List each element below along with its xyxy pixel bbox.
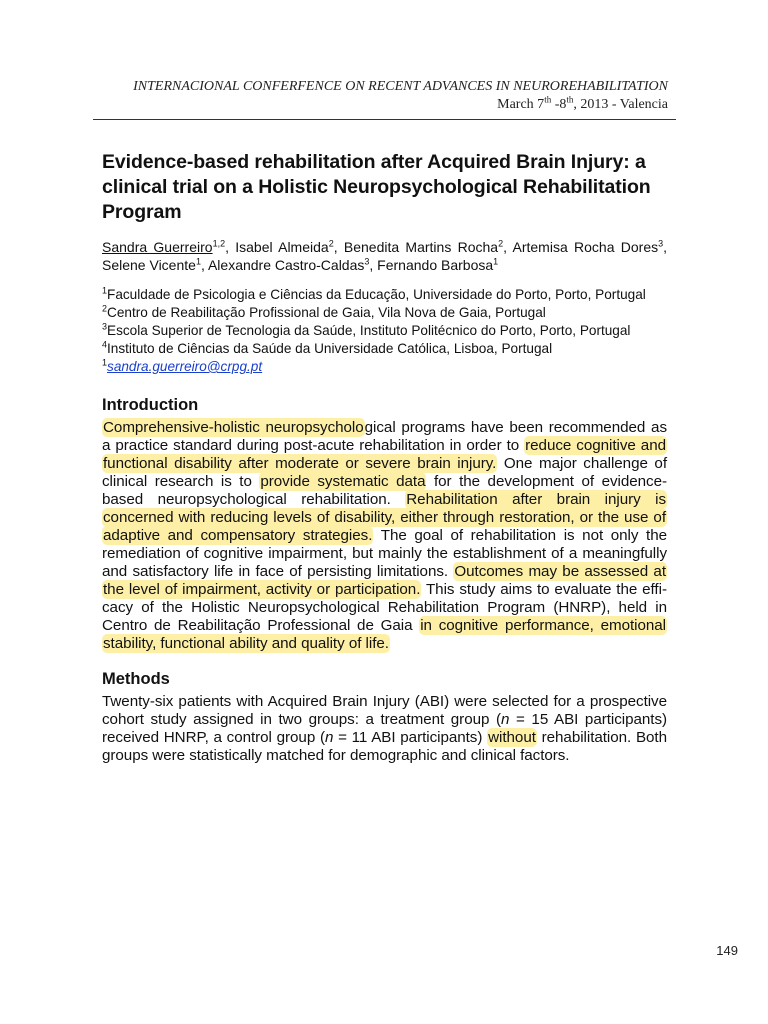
body-text: rehabilitation. Both groups were statistically matched for demographic and clinical factors. <box>102 729 667 764</box>
page-number: 149 <box>716 943 738 958</box>
author-separator: , <box>369 256 378 273</box>
date-mid: -8 <box>551 97 567 112</box>
author-affiliation-mark: 1 <box>195 255 201 266</box>
affiliation-line <box>102 286 667 304</box>
running-header <box>133 78 668 114</box>
author-name: Isabel Almeida <box>235 239 329 255</box>
body-text: for the development of evidence-based neuropsychological rehabilitation. <box>102 473 667 508</box>
affiliation-mark: 1 <box>102 285 108 296</box>
affiliation-mark: 3 <box>102 321 108 332</box>
body-text: = 15 ABI participants) received HNRP, a control group ( <box>102 711 667 746</box>
author-affiliation-mark: 1,2 <box>212 238 226 249</box>
conference-date <box>133 96 668 114</box>
author-separator: , <box>333 239 344 255</box>
affiliation-text: Centro de Reabilitação Profissional de Gaia, Vila Nova de Gaia, Portugal <box>107 305 546 320</box>
body-text: Twenty-six patients with Acquired Brain Injury (ABI) were selected for a prospective cohort study assigned in two groups: a treatment group ( <box>102 693 667 728</box>
author-name: Sandra Guerreiro <box>102 239 213 255</box>
article-title: Evidence-based rehabilitation after Acquired Brain Injury: a clinical trial on a Holistic Neuropsychological Rehabilitation Program <box>102 151 651 223</box>
article-body <box>102 150 667 765</box>
highlighted-text: without <box>488 729 536 746</box>
body-text: gical programs have been recommended as a practice standard during post-acute rehabilitation in order to <box>102 419 667 454</box>
affiliation-line <box>102 340 667 358</box>
author-list <box>102 239 667 274</box>
highlighted-text: Comprehensive-holistic neuropsycholo <box>103 419 364 436</box>
header-divider <box>93 119 676 120</box>
author-affiliation-mark: 3 <box>658 238 664 249</box>
author-affiliation-mark: 3 <box>364 255 370 266</box>
highlighted-text: Outcomes may be assessed at the level of impairment, activity or participation. <box>103 563 666 598</box>
author-affiliation-mark: 1 <box>493 255 499 266</box>
highlighted-text: in cognitive performance, emotional stability, functional ability and quality of life. <box>103 617 666 652</box>
date-sup-end: th <box>566 94 574 105</box>
author-separator: , <box>200 256 208 273</box>
date-sup-start: th <box>544 94 552 105</box>
author-name: Fernando Barbosa <box>377 256 494 273</box>
highlighted-text: provide systematic data <box>260 473 426 490</box>
body-text: One major challenge of clinical research is to <box>102 455 667 490</box>
email-link[interactable]: sandra.guerreiro@crpg.pt <box>107 359 263 374</box>
conference-name: INTERNACIONAL CONFERFENCE ON RECENT ADVANCES IN NEUROREHABILITATION <box>133 79 668 94</box>
introduction-paragraph <box>102 419 667 653</box>
italic-symbol: n <box>501 711 510 728</box>
affiliation-text: Escola Superior de Tecnologia da Saúde, Instituto Politécnico do Porto, Porto, Portugal <box>107 323 631 338</box>
introduction-heading: Introduction <box>102 396 199 414</box>
affiliation-text: Faculdade de Psicologia e Ciências da Educação, Universidade do Porto, Porto, Portugal <box>107 287 646 302</box>
affiliation-line <box>102 304 667 322</box>
affiliation-line <box>102 322 667 340</box>
affiliation-mark: 2 <box>102 303 108 314</box>
methods-heading: Methods <box>102 670 170 688</box>
author-separator: , <box>503 239 513 255</box>
methods-paragraph <box>102 693 667 765</box>
affiliation-mark: 4 <box>102 339 108 350</box>
date-prefix: March 7 <box>497 97 545 112</box>
author-name: Selene Vicente <box>102 256 196 273</box>
body-text: This study aims to evaluate the efficacy of the Holistic Neuropsychological Rehabilitation Program (HNRP), held in Centro de Reabilitação Professional de Gaia <box>102 581 667 634</box>
author-separator: , <box>225 239 236 255</box>
affiliation-list <box>102 286 667 376</box>
highlighted-text: reduce cognitive and functional disability after moderate or severe brain injury. <box>103 437 666 472</box>
body-text: = 11 ABI participants) <box>333 729 488 746</box>
author-name: Artemisa Rocha Dores <box>512 239 659 255</box>
body-text: The goal of rehabilitation is not only the remediation of cognitive impairment, but mainly the establishment of a meaningfully and satisfactory life in face of persisting limitations. <box>102 527 667 580</box>
affiliation-text: Instituto de Ciências da Saúde da Universidade Católica, Lisboa, Portugal <box>107 341 553 356</box>
date-suffix: , 2013 - Valencia <box>573 97 668 112</box>
author-name: Alexandre Castro-Caldas <box>207 256 365 273</box>
author-separator: , <box>663 239 668 255</box>
email-line <box>102 358 667 376</box>
author-affiliation-mark: 2 <box>498 238 504 249</box>
highlighted-text: Rehabilitation after brain injury is concerned with reducing levels of disability, either through restoration, or the use of adaptive and compensatory strategies. <box>103 491 667 544</box>
email-mark: 1 <box>102 357 108 368</box>
author-name: Benedita Martins Rocha <box>343 239 499 255</box>
author-affiliation-mark: 2 <box>328 238 334 249</box>
italic-symbol: n <box>324 729 334 746</box>
